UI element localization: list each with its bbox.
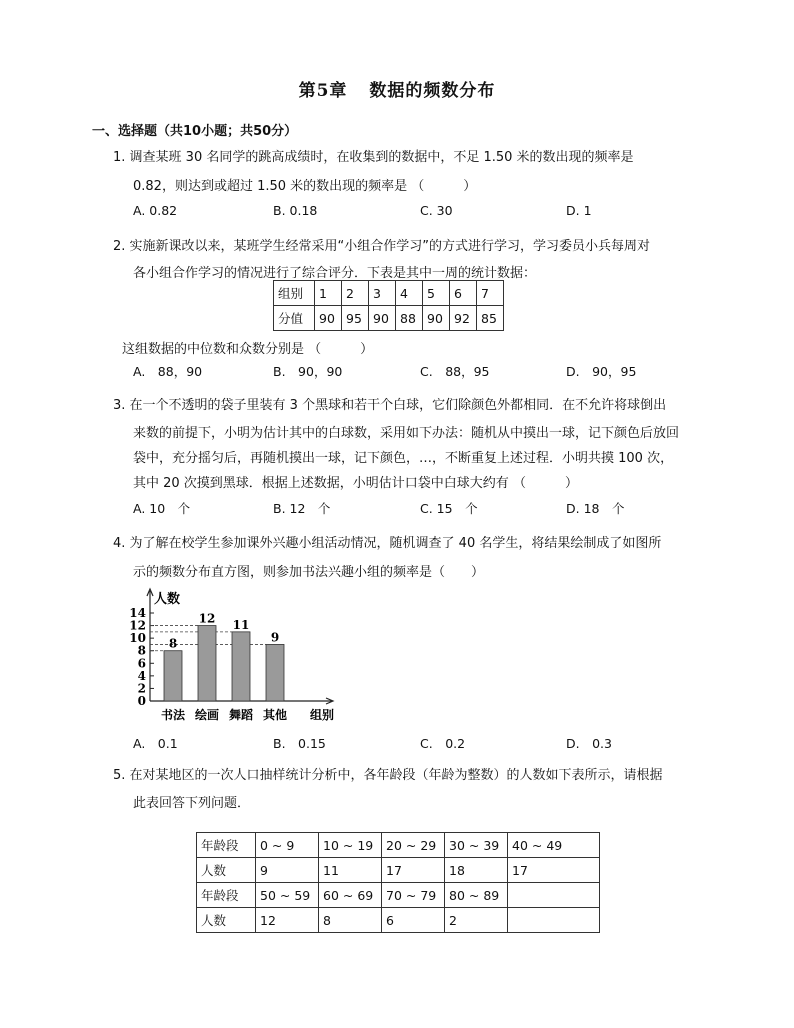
table-cell: 80 ~ 89 bbox=[445, 883, 508, 908]
page-title bbox=[0, 76, 794, 101]
bar bbox=[232, 632, 250, 701]
q3-option-d: D. 18 个 bbox=[566, 501, 625, 516]
table-row bbox=[197, 908, 600, 933]
table-cell: 17 bbox=[508, 858, 600, 883]
q1-line2: 0.82，则达到或超过 1.50 米的数出现的频率是 （ ） bbox=[133, 179, 477, 194]
q5-line2: 此表回答下列问题． bbox=[133, 796, 251, 811]
q1-option-a: A. 0.82 bbox=[133, 203, 178, 218]
table-cell: 11 bbox=[319, 858, 382, 883]
table-cell: 90 bbox=[369, 306, 396, 331]
y-axis-title: 人数 bbox=[154, 592, 181, 607]
x-axis-title: 组别 bbox=[310, 708, 335, 722]
table-cell: 2 bbox=[445, 908, 508, 933]
section-heading: 一、选择题（共10小题；共50分） bbox=[92, 124, 298, 139]
table-cell: 人数 bbox=[197, 908, 256, 933]
q4-line2: 示的频数分布直方图，则参加书法兴趣小组的频率是（ ） bbox=[133, 565, 485, 580]
category-label: 书法 bbox=[160, 708, 186, 722]
table-cell: 17 bbox=[382, 858, 445, 883]
table-cell: 人数 bbox=[197, 858, 256, 883]
q2-score-table bbox=[273, 280, 504, 331]
table-cell: 9 bbox=[256, 858, 319, 883]
table-cell bbox=[508, 908, 600, 933]
chapter-number: 第5章 bbox=[298, 81, 348, 101]
table-row bbox=[197, 883, 600, 908]
y-tick-label: 6 bbox=[137, 656, 146, 671]
table-cell: 85 bbox=[477, 306, 504, 331]
table-cell: 90 bbox=[315, 306, 342, 331]
q1-option-d: D. 1 bbox=[566, 203, 592, 218]
category-label: 舞蹈 bbox=[228, 708, 254, 722]
bar-value-label: 9 bbox=[270, 630, 280, 645]
bar-value-label: 11 bbox=[232, 617, 250, 632]
q3-option-c: C. 15 个 bbox=[420, 501, 478, 516]
table-cell: 6 bbox=[382, 908, 445, 933]
chart-bars bbox=[164, 626, 284, 701]
table-cell: 3 bbox=[369, 281, 396, 306]
table-row bbox=[197, 833, 600, 858]
table-cell: 10 ~ 19 bbox=[319, 833, 382, 858]
q3-line4: 其中 20 次摸到黑球．根据上述数据，小明估计口袋中白球大约有 （ ） bbox=[133, 476, 578, 491]
q5-age-table bbox=[196, 832, 600, 933]
table-cell: 7 bbox=[477, 281, 504, 306]
q1-option-b: B. 0.18 bbox=[273, 203, 318, 218]
q3-line2: 来数的前提下，小明为估计其中的白球数，采用如下办法：随机从中摸出一球，记下颜色后放回 bbox=[133, 426, 680, 441]
table-cell: 90 bbox=[423, 306, 450, 331]
table-cell: 20 ~ 29 bbox=[382, 833, 445, 858]
table-row bbox=[274, 281, 504, 306]
y-tick-label: 12 bbox=[129, 618, 146, 633]
table-cell: 60 ~ 69 bbox=[319, 883, 382, 908]
y-tick-label: 8 bbox=[137, 643, 146, 658]
y-tick-label: 0 bbox=[137, 694, 146, 708]
q4-option-d: D. 0.3 bbox=[566, 736, 612, 751]
q4-option-b: B. 0.15 bbox=[273, 736, 326, 751]
q4-option-c: C. 0.2 bbox=[420, 736, 466, 751]
table-cell: 8 bbox=[319, 908, 382, 933]
table-cell: 4 bbox=[396, 281, 423, 306]
table-cell: 18 bbox=[445, 858, 508, 883]
q2-option-b: B. 90，90 bbox=[273, 364, 343, 379]
table-cell: 92 bbox=[450, 306, 477, 331]
q2-option-a: A. 88，90 bbox=[133, 364, 203, 379]
y-tick-label: 2 bbox=[137, 681, 146, 696]
chapter-name: 数据的频数分布 bbox=[369, 81, 496, 101]
q2-line2: 各小组合作学习的情况进行了综合评分．下表是其中一周的统计数据： bbox=[133, 266, 537, 281]
y-tick-label: 14 bbox=[129, 606, 146, 620]
table-cell bbox=[508, 883, 600, 908]
table-cell: 40 ~ 49 bbox=[508, 833, 600, 858]
q3-option-a: A. 10 个 bbox=[133, 501, 191, 516]
table-cell: 50 ~ 59 bbox=[256, 883, 319, 908]
q2-line3: 这组数据的中位数和众数分别是 （ ） bbox=[122, 342, 374, 357]
table-cell: 12 bbox=[256, 908, 319, 933]
bar-value-label: 12 bbox=[198, 611, 216, 626]
q5-line1: 5. 在对某地区的一次人口抽样统计分析中，各年龄段（年龄为整数）的人数如下表所示，请根据 bbox=[113, 768, 663, 783]
q4-line1: 4. 为了解在校学生参加课外兴趣小组活动情况，随机调查了 40 名学生，将结果绘制成了如图所 bbox=[113, 536, 662, 551]
table-cell: 组别 bbox=[274, 281, 315, 306]
q1-line1: 1. 调查某班 30 名同学的跳高成绩时，在收集到的数据中，不足 1.50 米的数出现的频率是 bbox=[113, 150, 634, 165]
table-cell: 30 ~ 39 bbox=[445, 833, 508, 858]
q3-line3: 袋中，充分摇匀后，再随机摸出一球，记下颜色，…，不断重复上述过程．小明共摸 100 次， bbox=[133, 451, 674, 466]
table-cell: 年龄段 bbox=[197, 833, 256, 858]
q1-option-c: C. 30 bbox=[420, 203, 453, 218]
table-cell: 70 ~ 79 bbox=[382, 883, 445, 908]
table-cell: 6 bbox=[450, 281, 477, 306]
q3-option-b: B. 12 个 bbox=[273, 501, 331, 516]
table-cell: 95 bbox=[342, 306, 369, 331]
bar bbox=[266, 644, 284, 701]
table-cell: 0 ~ 9 bbox=[256, 833, 319, 858]
y-tick-label: 10 bbox=[129, 631, 146, 646]
table-row bbox=[274, 306, 504, 331]
table-cell: 1 bbox=[315, 281, 342, 306]
q2-line1: 2. 实施新课改以来，某班学生经常采用“小组合作学习”的方式进行学习，学习委员小兵每周对 bbox=[113, 239, 651, 254]
histogram-chart bbox=[120, 585, 350, 725]
q2-option-d: D. 90，95 bbox=[566, 364, 637, 379]
category-label: 其他 bbox=[262, 708, 288, 722]
bar-value-label: 8 bbox=[168, 636, 178, 651]
table-cell: 分值 bbox=[274, 306, 315, 331]
table-cell: 5 bbox=[423, 281, 450, 306]
q3-line1: 3. 在一个不透明的袋子里装有 3 个黑球和若干个白球，它们除颜色外都相同．在不允许将球倒出 bbox=[113, 398, 667, 413]
q4-option-a: A. 0.1 bbox=[133, 736, 178, 751]
table-cell: 88 bbox=[396, 306, 423, 331]
category-label: 绘画 bbox=[194, 708, 220, 722]
q2-option-c: C. 88，95 bbox=[420, 364, 490, 379]
table-cell: 2 bbox=[342, 281, 369, 306]
table-row bbox=[197, 858, 600, 883]
bar bbox=[164, 651, 182, 701]
bar bbox=[198, 626, 216, 701]
y-tick-label: 4 bbox=[137, 668, 146, 683]
table-cell: 年龄段 bbox=[197, 883, 256, 908]
